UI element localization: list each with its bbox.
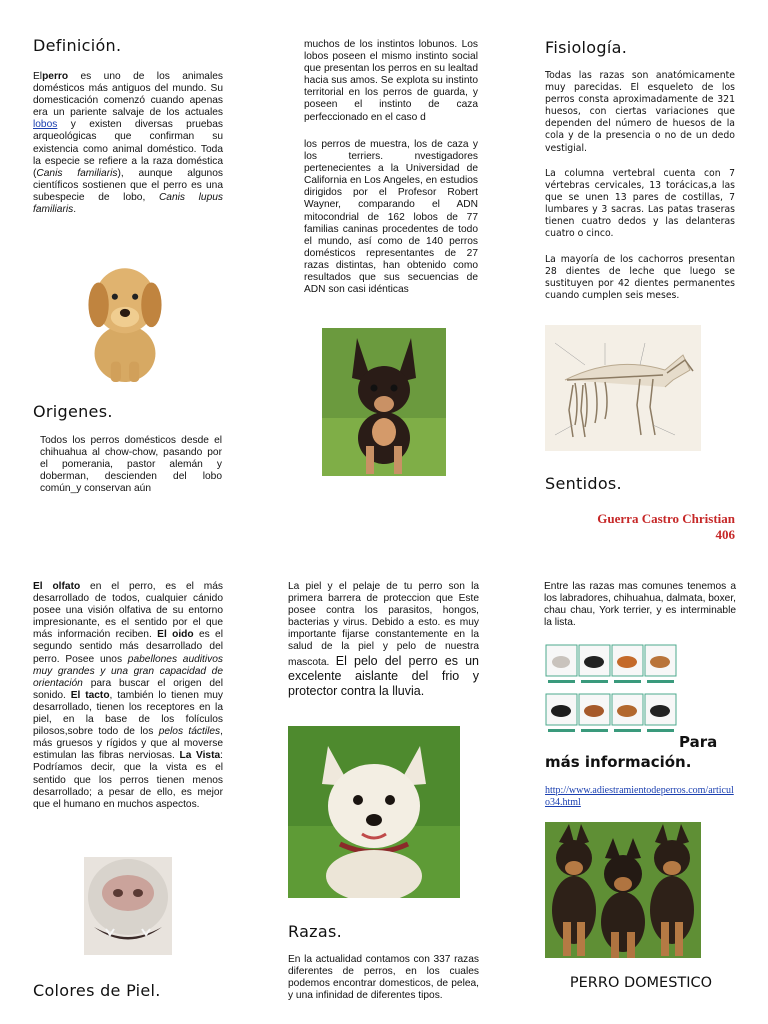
colores-title: Colores de Piel. xyxy=(33,981,161,1000)
author-name: Guerra Castro Christian xyxy=(597,511,735,526)
footer-title: PERRO DOMESTICO xyxy=(569,975,713,991)
olfato-text: El olfato en el perro, es el más desarrollado de todos, cualquier cánido posee una visión olfativa de su entorno impresionante, es el sentido por el que más información reciben. El oido es el segundo sentido más desarrollado del perro. Posee unos pabellones auditivos muy grandes y una gran capacidad de orientación para buscar el origen del sonido. El tacto, también lo tienen muy desarrollado, tienen los receptores en la piel, en la base de los folículos pilosos,sobre todo de los pelos táctiles, más gruesos y rígidos y que al moverse estimulan las fibras nerviosas. La Vista: Podríamos decir, que la vista es el sentido que los perros tienen menos desarrollado; a pesar de ello, es mejor que el humano en muchos aspectos. xyxy=(33,581,223,810)
fisiologia-p3: La mayoría de los cachorros presentan 28 dientes de leche que luego se sustituyen por 42 dientes permanentes cuando cumplen seis meses. xyxy=(545,254,735,302)
author-group: 406 xyxy=(715,527,735,542)
dog-skeleton-image xyxy=(545,325,701,451)
golden-puppy-image xyxy=(74,252,176,384)
razas-comunes-text: Entre las razas mas comunes tenemos a los labradores, chihuahua, dalmata, boxer, chau chau, York terrier, y es interminable la lista. xyxy=(544,581,736,629)
terrier-image xyxy=(288,726,460,898)
definicion-title: Definición. xyxy=(33,36,122,55)
sentidos-title: Sentidos. xyxy=(545,474,622,493)
instintos-text: muchos de los instintos lobunos. Los lobos poseen el mismo instinto social que presentan los perros en su lealtad hacia sus amos. Se explota su instinto territorial en los perros de guarda, y poseen el instinto de caza perfeccionado en el caso d xyxy=(304,39,478,123)
para-label: Para xyxy=(679,733,718,751)
fisiologia-p2: La columna vertebral cuenta con 7 vértebras cervicales, 13 torácicas,a las que se unen 13 pares de costillas, 7 lumbares y 3 sacras. Las patas traseras tienen cuatro dedos y las delanteras cuatro o cinco. xyxy=(545,168,735,240)
fisiologia-title: Fisiología. xyxy=(545,38,628,57)
german-shepherd-puppies-image xyxy=(545,822,701,958)
dog-nose-image xyxy=(84,857,172,955)
investigadores-text: los perros de muestra, los de caza y los terriers. nvestigadores pertenecientes a la Universidad de California en Los Angeles, en estudios dirigidos por el Profesor Robert Wayner, comparando el ADN mitocondrial de 162 lobos de 77 familias caninas procedentes de todo el mundo, así como de 140 perros domésticos representantes de 27 razas distintas, han obtenido como resultados que sus secuencias de ADN son casi idénticas xyxy=(304,139,478,296)
chihuahua-image xyxy=(322,328,446,476)
definicion-text: Elperro es uno de los animales domésticos más antiguos del mundo. Su domesticación comenzó cuando apenas era un pariente salvaje de los actuales lobos y existen diversas pruebas arqueológicas que confirman su existencia como animal doméstico. Toda la especie se refiere a la raza doméstica (Canis familiaris), aunque algunos científicos sostienen que el perro es una subespecie de lobo, Canis lupus familiaris. xyxy=(33,71,223,216)
lobos-link[interactable]: lobos xyxy=(33,119,58,131)
razas-title: Razas. xyxy=(288,922,342,941)
piel-text: La piel y el pelaje de tu perro son la primera barrera de proteccion que Este posee contra los parasitos, hongos, bacterias y virus. Debido a esto. es muy importante fijarse constantemente en la salud de la piel y pelo de nuestra mascota. El pelo del perro es un excelente aislante del frio y protector contra la lluvia. xyxy=(288,581,479,698)
razas-text: En la actualidad contamos con 337 razas diferentes de perros, en los cuales podemos encontrar domesticos, de pelea, y una infinidad de diferentes tipos. xyxy=(288,954,479,1002)
origenes-text: Todos los perros domésticos desde el chihuahua al chow-chow, pasando por el pomerania, pastor alemán y doberman, descienden del lobo común_y conservan aún xyxy=(40,435,222,495)
mas-informacion-label: más información. xyxy=(545,753,692,771)
origenes-title: Origenes. xyxy=(33,402,113,421)
fisiologia-p1: Todas las razas son anatómicamente muy parecidas. El esqueleto de los perros consta aproximadamente de 321 huesos, con ciertas variaciones que dependen del número de huesos de la cola y de la presencia o no de un dedo vestigial. xyxy=(545,70,735,154)
info-url-link[interactable]: http://www.adiestramientodeperros.com/articulo34.html xyxy=(545,785,734,808)
breed-chart-image xyxy=(545,644,677,746)
